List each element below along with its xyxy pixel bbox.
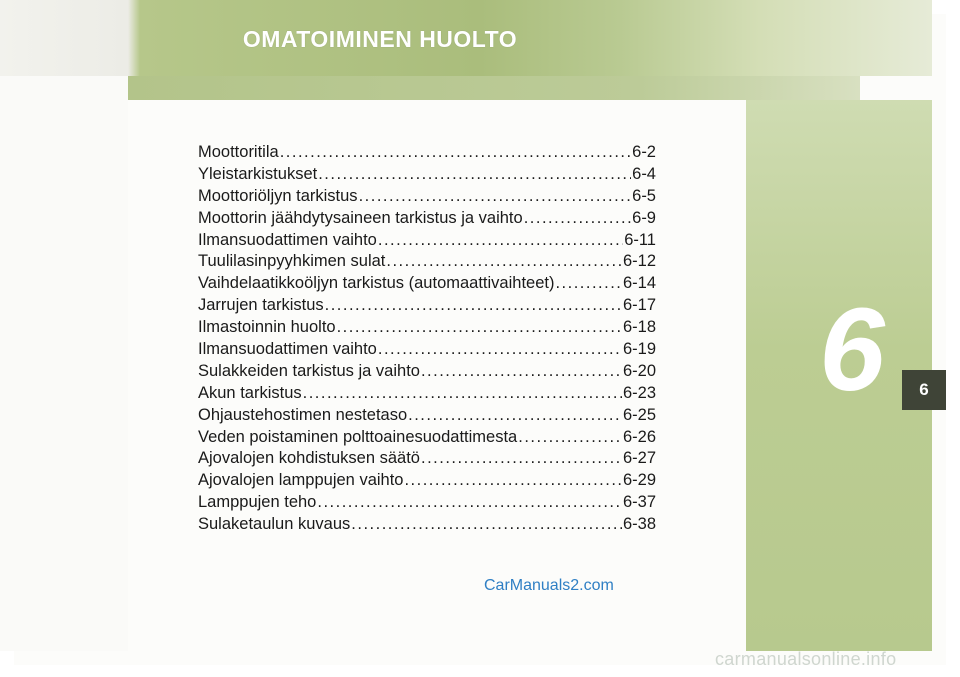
toc-entry-title: Veden poistaminen polttoainesuodattimesta (198, 427, 518, 446)
page-title: OMATOIMINEN HUOLTO (242, 26, 518, 52)
toc-entry-title: Ilmastoinnin huolto (198, 318, 336, 337)
toc-leader-dots (359, 186, 632, 208)
table-of-contents (198, 142, 656, 536)
toc-entry-page: 6-25 (622, 405, 656, 424)
toc-entry-page: 6-9 (632, 208, 656, 227)
toc-entry-title: Yleistarkistukset (198, 164, 318, 183)
toc-leader-dots (303, 383, 622, 405)
toc-entry[interactable] (198, 448, 656, 470)
toc-entry-title: Moottoritila (198, 143, 279, 161)
toc-entry-page: 6-12 (622, 252, 656, 271)
toc-entry[interactable] (198, 251, 656, 273)
toc-entry-title: Moottoriöljyn tarkistus (198, 186, 358, 205)
toc-entry[interactable] (198, 295, 656, 317)
toc-entry-page: 6-19 (622, 340, 656, 359)
toc-leader-dots (555, 273, 622, 295)
toc-entry[interactable] (198, 492, 656, 514)
toc-entry-page: 6-11 (624, 230, 656, 249)
toc-entry[interactable] (198, 383, 656, 405)
toc-leader-dots (404, 470, 622, 492)
toc-leader-dots (524, 208, 631, 230)
toc-leader-dots (421, 361, 622, 383)
header-sub-band (128, 76, 860, 100)
toc-entry[interactable] (198, 273, 656, 295)
toc-entry-title: Ilmansuodattimen vaihto (198, 340, 377, 359)
toc-entry-page: 6-5 (632, 186, 656, 205)
toc-entry-title: Sulakkeiden tarkistus ja vaihto (198, 361, 420, 380)
chapter-number-large: 6 (819, 284, 885, 416)
toc-entry-title: Sulaketaulun kuvaus (198, 515, 351, 534)
toc-entry-title: Ajovalojen kohdistuksen säätö (198, 449, 420, 468)
toc-entry-page: 6-14 (622, 274, 656, 293)
left-margin (0, 76, 128, 651)
chapter-tab[interactable]: 6 (902, 370, 946, 410)
toc-entry-page: 6-23 (622, 383, 656, 402)
toc-entry[interactable] (198, 427, 656, 449)
toc-entry-page: 6-18 (622, 318, 656, 337)
toc-entry-page: 6-37 (622, 493, 656, 512)
toc-entry-page: 6-4 (632, 164, 656, 183)
toc-leader-dots (378, 230, 623, 252)
toc-entry-title: Ajovalojen lamppujen vaihto (198, 471, 404, 490)
toc-entry-title: Lamppujen teho (198, 493, 317, 512)
toc-entry-title: Akun tarkistus (198, 383, 302, 402)
toc-entry[interactable] (198, 230, 656, 252)
toc-entry[interactable] (198, 470, 656, 492)
toc-entry[interactable] (198, 339, 656, 361)
toc-entry-page: 6-38 (622, 515, 656, 534)
toc-entry-title: Jarrujen tarkistus (198, 296, 324, 315)
toc-entry[interactable] (198, 317, 656, 339)
toc-entry[interactable] (198, 208, 656, 230)
toc-leader-dots (325, 295, 622, 317)
toc-entry[interactable] (198, 405, 656, 427)
toc-entry[interactable] (198, 361, 656, 383)
toc-leader-dots (408, 405, 622, 427)
toc-entry-title: Ohjaustehostimen nestetaso (198, 405, 408, 424)
toc-leader-dots (421, 448, 622, 470)
toc-entry-title: Vaihdelaatikkoöljyn tarkistus (automaattivaihteet) (198, 274, 555, 293)
carmanuals-watermark[interactable]: CarManuals2.com (484, 577, 614, 594)
toc-entry-title: Tuulilasinpyyhkimen sulat (198, 252, 386, 271)
toc-leader-dots (351, 514, 622, 536)
toc-leader-dots (518, 427, 622, 449)
toc-leader-dots (337, 317, 622, 339)
toc-entry-title: Moottorin jäähdytysaineen tarkistus ja vaihto (198, 208, 523, 227)
toc-entry[interactable] (198, 164, 656, 186)
toc-leader-dots (378, 339, 622, 361)
toc-entry-page: 6-27 (622, 449, 656, 468)
toc-entry-title: Ilmansuodattimen vaihto (198, 230, 377, 249)
toc-leader-dots (280, 142, 631, 164)
toc-entry-page: 6-26 (622, 427, 656, 446)
toc-entry-page: 6-20 (622, 361, 656, 380)
toc-entry-page: 6-29 (622, 471, 656, 490)
toc-entry-page: 6-2 (632, 143, 656, 161)
toc-leader-dots (317, 492, 622, 514)
footer-watermark: carmanualsonline.info (715, 649, 897, 669)
toc-entry[interactable] (198, 142, 656, 164)
toc-entry-page: 6-17 (622, 296, 656, 315)
toc-leader-dots (318, 164, 631, 186)
toc-leader-dots (386, 251, 622, 273)
toc-entry[interactable] (198, 514, 656, 536)
toc-entry[interactable] (198, 186, 656, 208)
